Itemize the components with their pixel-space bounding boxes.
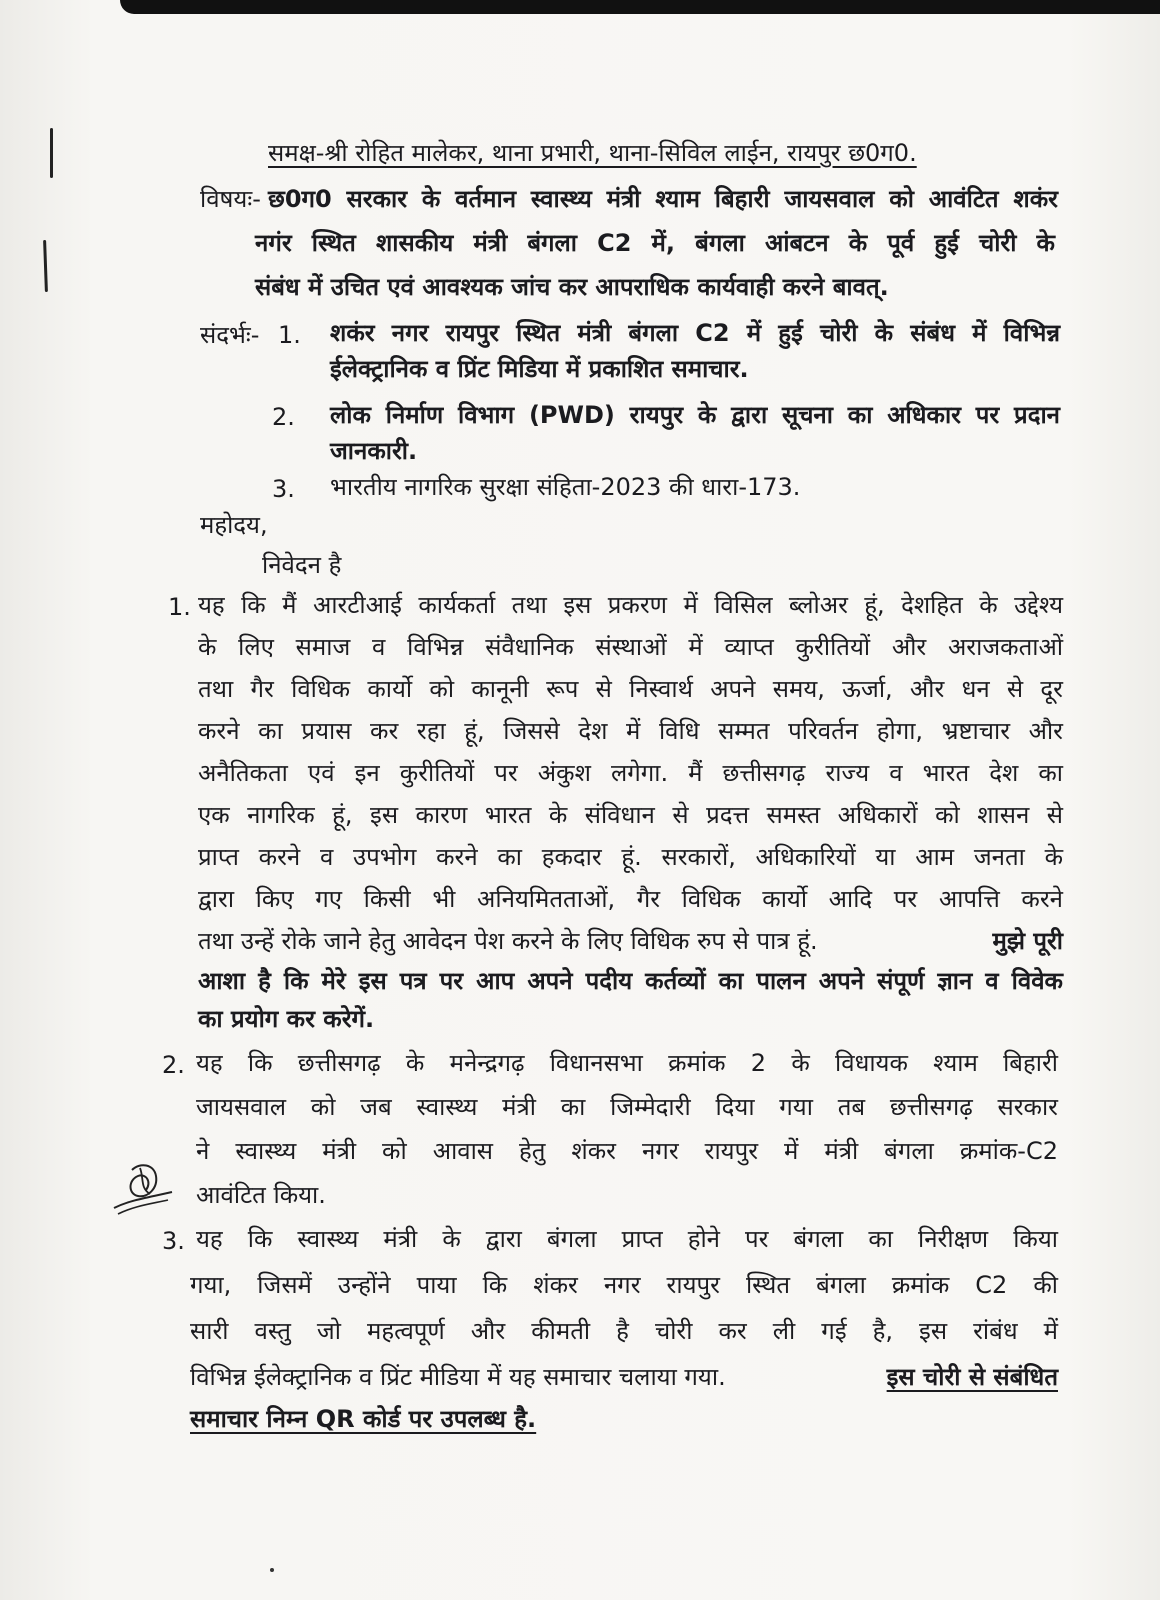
intro-text: निवेदन है bbox=[262, 551, 342, 579]
paragraph-1-line: करने का प्रयास कर रहा हूं, जिससे देश में विधि सम्मत परिवर्तन होगा, भ्रष्टाचार और bbox=[198, 717, 1063, 745]
initials-signature-icon bbox=[110, 1158, 180, 1218]
paragraph-3-line: यह कि स्वास्थ्य मंत्री के द्वारा बंगला प्राप्त होने पर बंगला का निरीक्षण किया bbox=[196, 1225, 1058, 1253]
paragraph-3-line-4a: विभिन्न ईलेक्ट्रानिक व प्रिंट मीडिया में यह समाचार चलाया गया. bbox=[190, 1363, 726, 1391]
addressee-line: समक्ष-श्री रोहित मालेकर, थाना प्रभारी, थाना-सिविल लाईन, रायपुर छ0ग0. bbox=[268, 139, 917, 167]
paragraph-2-line: आवंटित किया. bbox=[196, 1181, 326, 1209]
reference-label: संदर्भः- bbox=[200, 321, 260, 349]
paragraph-1-line: आशा है कि मेरे इस पत्र पर आप अपने पदीय कर्तव्यों का पालन अपने संपूर्ण ज्ञान व विवेक bbox=[198, 967, 1063, 995]
margin-mark bbox=[50, 128, 53, 178]
paragraph-1-line: प्राप्त करने व उपभोग करने का हकदार हूं. सरकारों, अधिकारियों या आम जनता के bbox=[198, 843, 1063, 871]
paragraph-1-line: यह कि मैं आरटीआई कार्यकर्ता तथा इस प्रकरण में विसिल ब्लोअर हूं, देशहित के उद्देश्य bbox=[198, 591, 1063, 619]
paragraph-1-line: के लिए समाज व विभिन्न संवैधानिक संस्थाओं में व्याप्त कुरीतियों और अराजकताओं bbox=[198, 633, 1063, 661]
paragraph-1-line: एक नागरिक हूं, इस कारण भारत के संविधान से प्रदत्त समस्त अधिकारों को शासन से bbox=[198, 801, 1063, 829]
reference-number: 2. bbox=[272, 403, 295, 431]
subject-label: विषयः- bbox=[200, 185, 261, 213]
paragraph-2-line: जायसवाल को जब स्वास्थ्य मंत्री का जिम्मेदारी दिया गया तब छत्तीसगढ़ सरकार bbox=[196, 1093, 1058, 1121]
margin-mark bbox=[43, 240, 48, 292]
paragraph-3-line-4b: इस चोरी से संबंधित bbox=[886, 1363, 1058, 1391]
paragraph-2-line: यह कि छत्तीसगढ़ के मनेन्द्रगढ़ विधानसभा क्रमांक 2 के विधायक श्याम बिहारी bbox=[196, 1049, 1058, 1077]
paragraph-1-line-9a: तथा उन्हें रोके जाने हेतु आवेदन पेश करने के लिए विधिक रुप से पात्र हूं. bbox=[198, 927, 818, 955]
reference-3-line-1: भारतीय नागरिक सुरक्षा संहिता-2023 की धारा-173. bbox=[330, 473, 801, 501]
paragraph-number: 3. bbox=[162, 1227, 185, 1255]
paragraph-number: 1. bbox=[168, 593, 191, 621]
paragraph-3-line: समाचार निम्न QR कोर्ड पर उपलब्ध है. bbox=[190, 1405, 537, 1433]
reference-1-line-1: शकंर नगर रायपुर स्थित मंत्री बंगला C2 में हुई चोरी के संबंध में विभिन्न bbox=[330, 319, 1060, 347]
scan-speck bbox=[270, 1568, 274, 1572]
paragraph-2-line: ने स्वास्थ्य मंत्री को आवास हेतु शंकर नगर रायपुर में मंत्री बंगला क्रमांक-C2 bbox=[196, 1137, 1058, 1165]
subject-line-2: नगंर स्थित शासकीय मंत्री बंगला C2 में, बंगला आंबटन के पूर्व हुई चोरी के bbox=[255, 229, 1055, 257]
salutation: महोदय, bbox=[200, 511, 268, 539]
reference-2-line-1: लोक निर्माण विभाग (PWD) रायपुर के द्वारा सूचना का अधिकार पर प्रदान bbox=[330, 401, 1060, 429]
reference-number: 3. bbox=[272, 475, 295, 503]
paragraph-1-line: तथा गैर विधिक कार्यो को कानूनी रूप से निस्वार्थ अपने समय, ऊर्जा, और धन से दूर bbox=[198, 675, 1063, 703]
paragraph-1-line bbox=[198, 924, 1063, 958]
paragraph-1-line: का प्रयोग कर करेगें. bbox=[198, 1005, 375, 1033]
paragraph-3-line bbox=[190, 1360, 1058, 1394]
reference-1-line-2: ईलेक्ट्रानिक व प्रिंट मिडिया में प्रकाशित समाचार. bbox=[330, 355, 749, 383]
paragraph-3-line: गया, जिसमें उन्होंने पाया कि शंकर नगर रायपुर स्थित बंगला क्रमांक C2 की bbox=[190, 1271, 1058, 1299]
paragraph-1-line: द्वारा किए गए किसी भी अनियमितताओं, गैर विधिक कार्यो आदि पर आपत्ति करने bbox=[198, 885, 1063, 913]
reference-2-line-2: जानकारी. bbox=[330, 437, 418, 465]
subject-line-1: छ0ग0 सरकार के वर्तमान स्वास्थ्य मंत्री श्याम बिहारी जायसवाल को आवंटित शकंर bbox=[268, 185, 1058, 213]
reference-number: 1. bbox=[278, 321, 301, 349]
paragraph-number: 2. bbox=[162, 1051, 185, 1079]
subject-line-3: संबंध में उचित एवं आवश्यक जांच कर आपराधिक कार्यवाही करने बावत्. bbox=[255, 273, 889, 301]
paragraph-3-line: सारी वस्तु जो महत्वपूर्ण और कीमती है चोरी कर ली गई है, इस रांबंध में bbox=[190, 1317, 1058, 1345]
paragraph-1-line-9b: मुझे पूरी bbox=[992, 927, 1063, 955]
scan-top-edge bbox=[120, 0, 1160, 14]
paragraph-1-line: अनैतिकता एवं इन कुरीतियों पर अंकुश लगेगा. मैं छत्तीसगढ़ राज्य व भारत देश का bbox=[198, 759, 1063, 787]
